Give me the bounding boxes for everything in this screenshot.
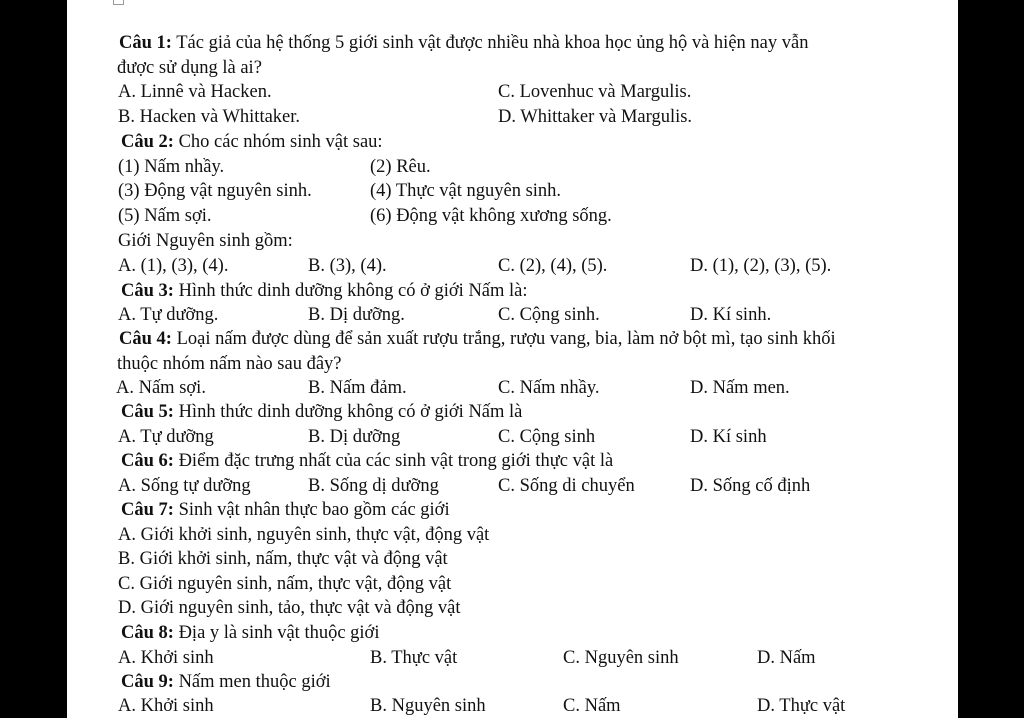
question-text: Tác giả của hệ thống 5 giới sinh vật được nhiều nhà khoa học ủng hộ và hiện nay vẫn [176,33,809,53]
option-a: A. Tự dưỡng [118,427,214,447]
option-b: B. Nấm đảm. [308,378,407,398]
option-a: A. Nấm sợi. [116,378,206,398]
option-b: B. Hacken và Whittaker. [118,107,301,127]
option-b: B. Thực vật [370,648,458,668]
question-1 [119,32,808,54]
option-d: D. Giới nguyên sinh, tảo, thực vật và động vật [118,598,461,618]
question-text-continued: được sử dụng là ai? [117,58,262,78]
question-label: Câu 5: [121,402,174,422]
page-corner-mark [113,0,124,5]
question-text: Hình thức dinh dưỡng không có ở giới Nấm là [178,402,523,422]
option-a: A. Giới khởi sinh, nguyên sinh, thực vật, động vật [118,525,490,545]
item-6: (6) Động vật không xương sống. [370,206,612,226]
option-d: D. Whittaker và Margulis. [498,107,693,127]
question-label: Câu 2: [121,132,174,152]
option-c: C. Lovenhuc và Margulis. [498,82,692,102]
question-text: Địa y là sinh vật thuộc giới [178,623,380,643]
option-a: A. Khởi sinh [118,696,214,716]
option-a: A. (1), (3), (4). [118,256,229,276]
question-6 [121,450,613,472]
option-d: D. Kí sinh. [690,305,772,325]
question-7 [121,499,450,521]
option-d: D. (1), (2), (3), (5). [690,256,832,276]
option-c: C. Nấm [563,696,621,716]
option-d: D. Nấm [757,648,816,668]
option-b: B. Dị dưỡng. [308,305,405,325]
question-text-continued: thuộc nhóm nấm nào sau đây? [117,354,342,374]
option-c: C. Giới nguyên sinh, nấm, thực vật, động vật [118,574,452,594]
question-label: Câu 6: [121,451,174,471]
item-4: (4) Thực vật nguyên sinh. [370,181,562,201]
question-text: Cho các nhóm sinh vật sau: [178,132,383,152]
option-a: A. Sống tự dưỡng [118,476,251,496]
question-prompt: Giới Nguyên sinh gồm: [118,231,293,251]
option-b: B. Giới khởi sinh, nấm, thực vật và động vật [118,549,448,569]
option-b: B. (3), (4). [308,256,387,276]
option-a: A. Tự dưỡng. [118,305,219,325]
item-5: (5) Nấm sợi. [118,206,212,226]
question-text: Loại nấm được dùng để sản xuất rượu trắng, rượu vang, bia, làm nở bột mì, tạo sinh khối [176,329,836,349]
item-1: (1) Nấm nhầy. [118,157,225,177]
question-label: Câu 1: [119,33,172,53]
question-4 [119,328,836,350]
question-5 [121,401,522,423]
option-c: C. (2), (4), (5). [498,256,608,276]
option-d: D. Nấm men. [690,378,790,398]
question-9 [121,671,331,693]
option-c: C. Cộng sinh [498,427,596,447]
option-c: C. Sống di chuyển [498,476,635,496]
question-8 [121,622,379,644]
question-3 [121,280,528,302]
option-b: B. Dị dưỡng [308,427,401,447]
question-label: Câu 8: [121,623,174,643]
option-a: A. Khởi sinh [118,648,214,668]
option-a: A. Linnê và Hacken. [118,82,272,102]
question-text: Nấm men thuộc giới [178,672,331,692]
item-2: (2) Rêu. [370,157,431,177]
item-3: (3) Động vật nguyên sinh. [118,181,312,201]
question-text: Điểm đặc trưng nhất của các sinh vật trong giới thực vật là [178,451,614,471]
option-c: C. Nguyên sinh [563,648,679,668]
option-d: D. Sống cố định [690,476,811,496]
question-label: Câu 4: [119,329,172,349]
question-label: Câu 9: [121,672,174,692]
option-d: D. Kí sinh [690,427,767,447]
option-b: B. Nguyên sinh [370,696,486,716]
option-d: D. Thực vật [757,696,846,716]
question-label: Câu 3: [121,281,174,301]
question-text: Hình thức dinh dưỡng không có ở giới Nấm là: [178,281,528,301]
option-b: B. Sống dị dưỡng [308,476,439,496]
question-2 [121,131,383,153]
option-c: C. Nấm nhầy. [498,378,600,398]
option-c: C. Cộng sinh. [498,305,600,325]
document-page [67,0,958,718]
question-label: Câu 7: [121,500,174,520]
question-text: Sinh vật nhân thực bao gồm các giới [178,500,450,520]
